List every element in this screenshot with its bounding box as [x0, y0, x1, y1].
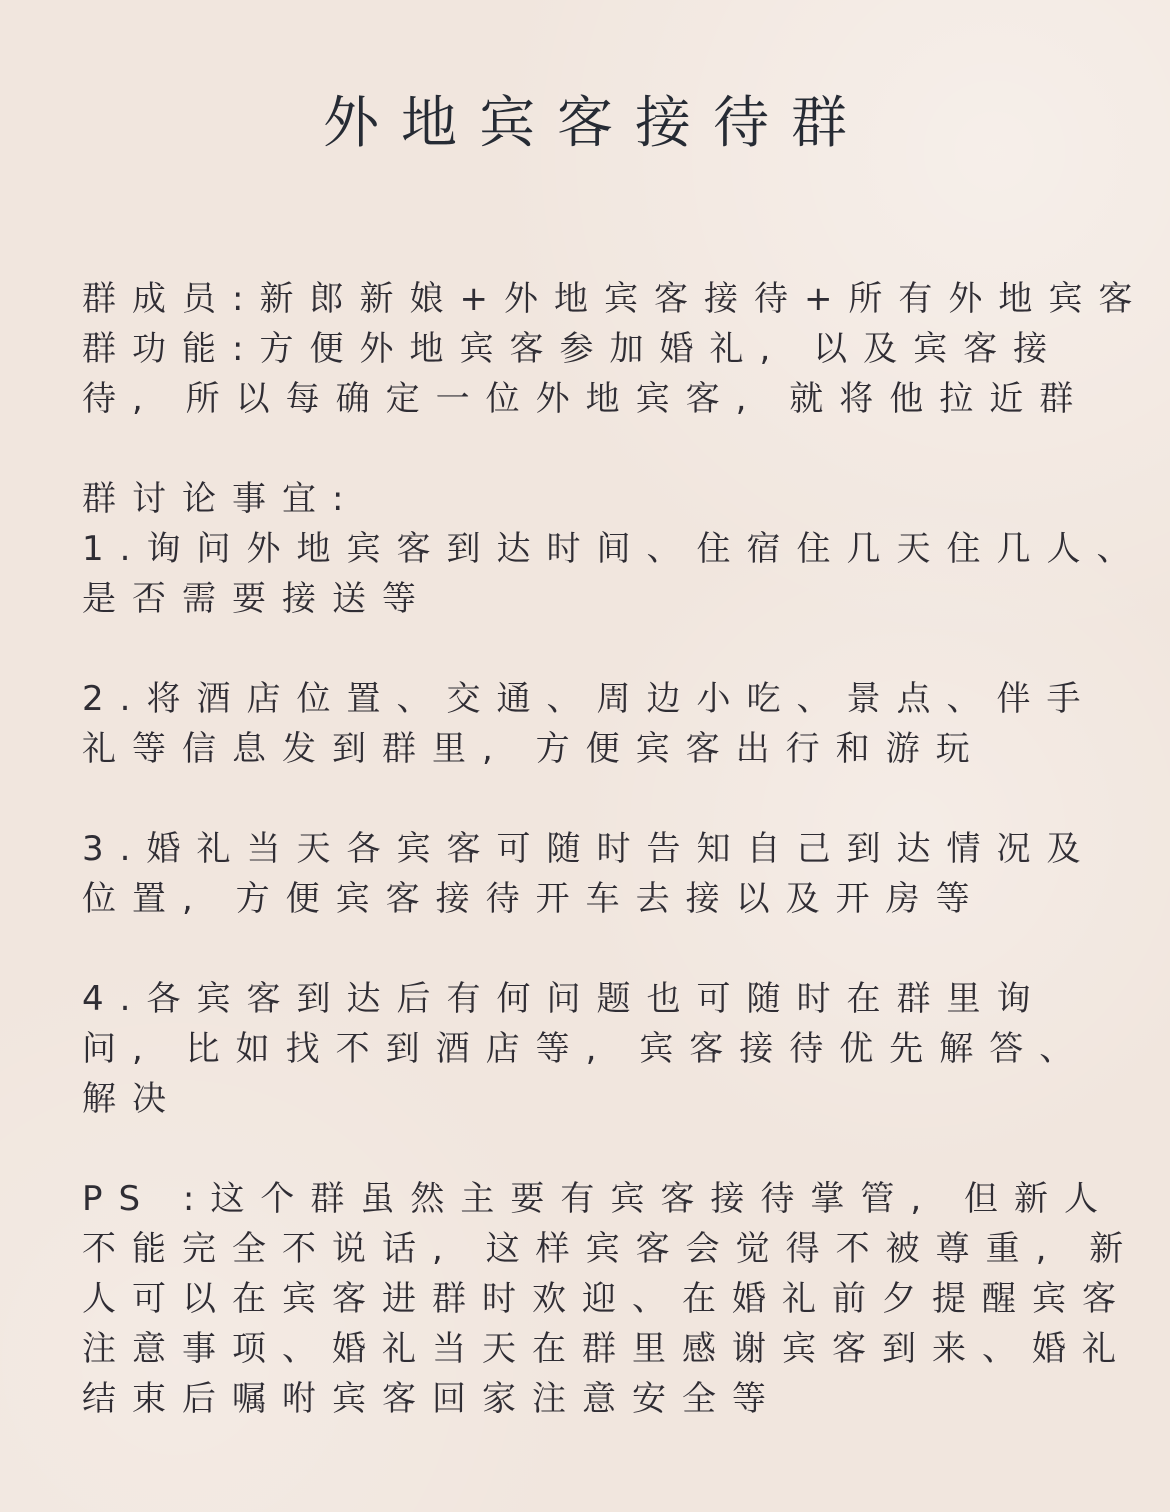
text-line: 结束后嘱咐宾客回家注意安全等 — [82, 1379, 782, 1419]
text-line: 3.婚礼当天各宾客可随时告知自己到达情况及 — [82, 829, 1097, 869]
text-line: 群功能:方便外地宾客参加婚礼, 以及宾客接 — [82, 329, 1064, 369]
text-line: 解决 — [82, 1079, 182, 1119]
text-line: 2.将酒店位置、交通、周边小吃、景点、伴手 — [82, 679, 1097, 719]
text-line: 群成员:新郎新娘+外地宾客接待+所有外地宾客 — [82, 279, 1149, 319]
text-line: 位置, 方便宾客接待开车去接以及开房等 — [82, 879, 986, 919]
text-line: 问, 比如找不到酒店等, 宾客接待优先解答、 — [82, 1029, 1090, 1069]
text-line: 注意事项、婚礼当天在群里感谢宾客到来、婚礼 — [82, 1329, 1132, 1369]
text-line: 待, 所以每确定一位外地宾客, 就将他拉近群 — [82, 379, 1090, 419]
section-heading: 群讨论事宜: — [82, 479, 360, 519]
text-line: 人可以在宾客进群时欢迎、在婚礼前夕提醒宾客 — [82, 1279, 1132, 1319]
page-title: 外地宾客接待群 — [323, 91, 869, 156]
text-line: 1.询问外地宾客到达时间、住宿住几天住几人、 — [82, 529, 1147, 569]
text-line: 4.各宾客到达后有何问题也可随时在群里询 — [82, 979, 1047, 1019]
text-line: 是否需要接送等 — [82, 579, 432, 619]
text-line: PS :这个群虽然主要有宾客接待掌管, 但新人 — [82, 1179, 1114, 1219]
text-line: 礼等信息发到群里, 方便宾客出行和游玩 — [82, 729, 986, 769]
text-line: 不能完全不说话, 这样宾客会觉得不被尊重, 新 — [82, 1229, 1140, 1269]
